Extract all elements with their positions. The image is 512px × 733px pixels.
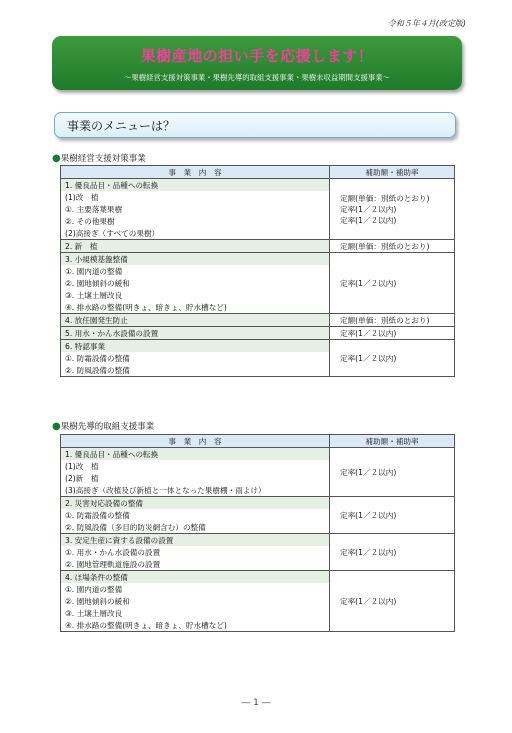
table-cell-content: ①. 用水・かん水設備の設置: [61, 546, 330, 558]
section1-title-text: 果樹経営支援対策事業: [60, 154, 146, 164]
table-cell-content: ②. 防風設備（多目的防災網含む）の整備: [61, 521, 330, 534]
rate-line: 定額(単価：別紙のとおり): [340, 193, 430, 203]
table-cell-rate: [330, 448, 455, 497]
revision-date: 令和５年４月(改定版): [387, 19, 466, 28]
table-cell-content: ①. 園内道の整備: [61, 265, 330, 277]
table-cell-content: ①. 園内道の整備: [61, 583, 330, 595]
table-cell-content: 1. 優良品目・品種への転換: [61, 448, 330, 461]
table-row: [61, 253, 455, 266]
section2-table: [60, 434, 455, 632]
bullet-dot-icon: ●: [52, 153, 61, 164]
rate-line: 定額(単価：別紙のとおり): [340, 315, 430, 325]
table1-header-content: 事 業 内 容: [61, 166, 330, 179]
table-cell-content: 3. 小規模基盤整備: [61, 253, 330, 266]
table-cell-content: 1. 優良品目・品種への転換: [61, 179, 330, 192]
table-cell-content: ③. 土壌土層改良: [61, 289, 330, 301]
table-cell-content: (2)新 植: [61, 472, 330, 484]
rate-line: 定率(1／２以内): [340, 353, 397, 363]
section1-title: [52, 152, 146, 164]
title-banner: [52, 36, 462, 90]
table-cell-content: ②. 園地傾斜の緩和: [61, 277, 330, 289]
table1-header-rate: 補助額・補助率: [330, 166, 455, 179]
table-cell-content: (1)改 植: [61, 191, 330, 203]
table2-header-content: 事 業 内 容: [61, 435, 330, 448]
table-row: [61, 314, 455, 327]
menu-heading-box: [54, 112, 456, 138]
section1-table: [60, 165, 455, 377]
rate-line: 定率(1／２以内): [340, 510, 397, 520]
table-cell-rate: [330, 240, 455, 253]
rate-line: 定率(1／２以内): [340, 467, 397, 477]
table-cell-rate: [330, 497, 455, 534]
menu-heading: 事業のメニューは？: [67, 119, 176, 133]
banner-title: 果樹産地の担い手を応援します！: [140, 47, 374, 65]
table-cell-rate: [330, 179, 455, 240]
section2-title-text: 果樹先導的取組支援事業: [60, 422, 155, 432]
bullet-dot-icon: ●: [52, 421, 61, 432]
rate-line: 定率(1／２以内): [340, 215, 397, 225]
table-row: [61, 571, 455, 584]
rate-line: 定額(単価：別紙のとおり): [340, 241, 430, 251]
table-cell-rate: [330, 340, 455, 377]
rate-line: 定率(1／２以内): [340, 278, 397, 288]
section2-title: [52, 420, 154, 432]
table-cell-content: ①. 主要落葉果樹: [61, 203, 330, 215]
table-cell-content: ②. 防風設備の整備: [61, 364, 330, 377]
rate-line: 定率(1／２以内): [340, 547, 397, 557]
table-cell-content: ④. 排水路の整備(明きょ、暗きょ、貯水槽など): [61, 619, 330, 632]
table-row: [61, 179, 455, 192]
table-cell-content: 3. 安定生産に資する設備の設置: [61, 534, 330, 547]
table-row: [61, 240, 455, 253]
table-cell-content: 5. 用水・かん水設備の設置: [61, 327, 330, 340]
rate-line: 定率(1／２以内): [340, 596, 397, 606]
table-cell-rate: [330, 327, 455, 340]
page-number: ― 1 ―: [241, 698, 271, 708]
table-cell-content: ②. 園地傾斜の緩和: [61, 595, 330, 607]
table-cell-content: ①. 防霜設備の整備: [61, 352, 330, 364]
table-row: [61, 497, 455, 510]
table-cell-content: (2)高接ぎ（すべての果樹）: [61, 227, 330, 240]
table-cell-content: 6. 特認事業: [61, 340, 330, 353]
table-cell-content: ③. 土壌土層改良: [61, 607, 330, 619]
table-row: [61, 340, 455, 353]
table-cell-rate: [330, 571, 455, 632]
table-cell-content: ②. 園地管理軌道施設の設置: [61, 558, 330, 571]
table-cell-content: 2. 災害対応設備の整備: [61, 497, 330, 510]
table2-header-rate: 補助額・補助率: [330, 435, 455, 448]
table-cell-content: ①. 防霜設備の整備: [61, 509, 330, 521]
table-cell-content: 4. 放任園発生防止: [61, 314, 330, 327]
table-cell-content: (1)改 植: [61, 460, 330, 472]
table-cell-content: ②. その他果樹: [61, 215, 330, 227]
banner-subtitle: ～果樹経営支援対策事業・果樹先導的取組支援事業・果樹未収益期間支援事業～: [123, 73, 391, 82]
table-cell-rate: [330, 534, 455, 571]
table-cell-content: ④. 排水路の整備(明きょ、暗きょ、貯水槽など): [61, 301, 330, 314]
table-cell-rate: [330, 314, 455, 327]
table-row: [61, 327, 455, 340]
table-cell-content: (3)高接ぎ（改植及び新植と一体となった果樹棚・雨よけ）: [61, 484, 330, 497]
table-row: [61, 534, 455, 547]
table-cell-content: 2. 新 植: [61, 240, 330, 253]
table-cell-content: 4. ほ場条件の整備: [61, 571, 330, 584]
rate-line: 定率(1／２以内): [340, 328, 397, 338]
table-row: [61, 448, 455, 461]
table-cell-rate: [330, 253, 455, 314]
rate-line: 定率(1／２以内): [340, 204, 397, 214]
